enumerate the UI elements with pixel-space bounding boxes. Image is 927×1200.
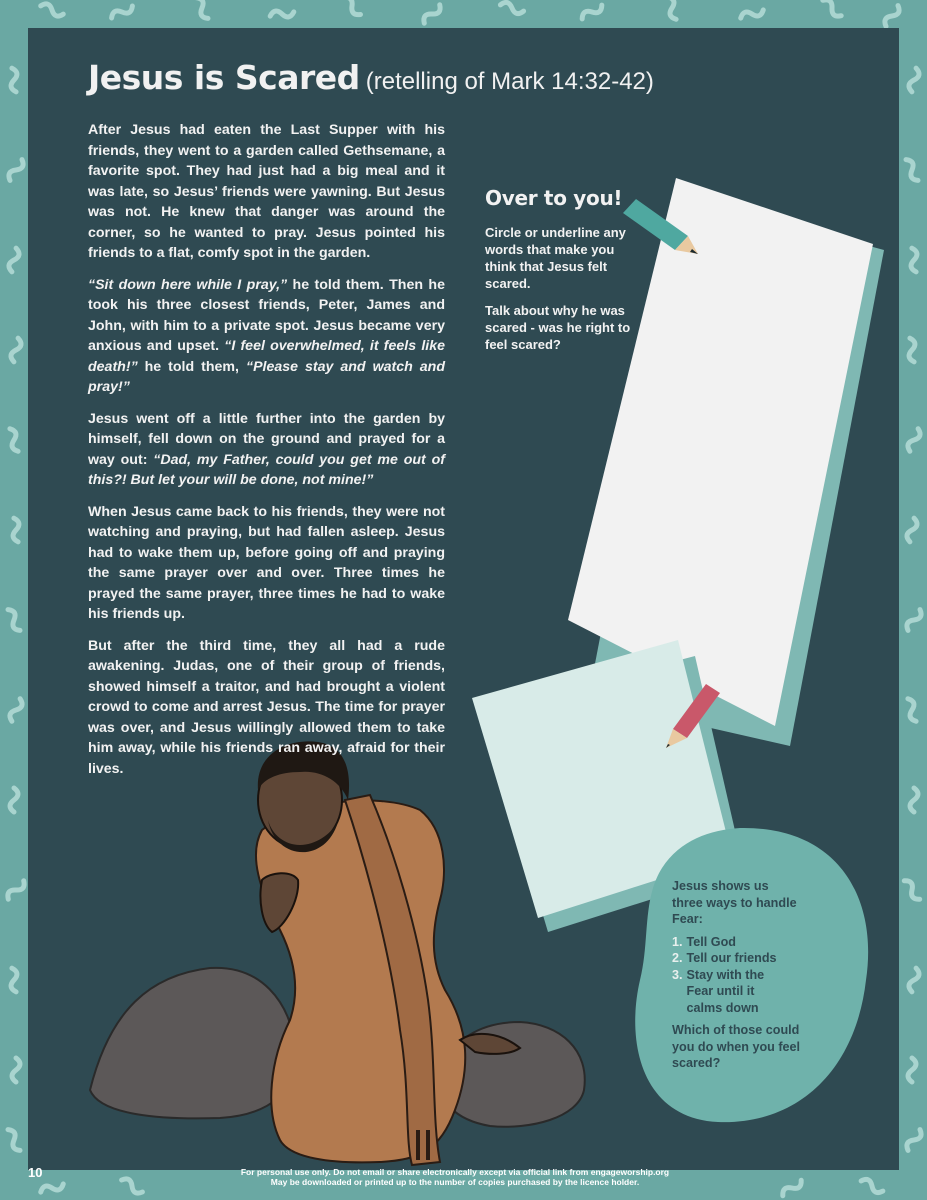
quote-stay-and-watch: “Please stay and watch and pray!” (88, 358, 445, 395)
story-paragraph-2-text-a: he told them. Then he took his three closest friends, Peter, James and John, with him to a private spot. Jesus became very anxious and upset. (88, 276, 445, 354)
story-paragraph-1: After Jesus had eaten the Last Supper with his friends, they went to a garden called Gethsemane, a favorite spot. They had just had a big meal and it was late, so Jesus’ friends were yawning. But Jesus was not. He knew that danger was around the corner, so he wanted to pray. Jesus pointed his friends to a flat, comfy spot in the garden. (88, 122, 445, 261)
footer-notice (150, 1167, 760, 1187)
story-paragraph-4: When Jesus came back to his friends, they were not watching and praying, but had fallen asleep. Jesus had to wake them up, before going off and praying the same prayer over and over. Three times he prayed the same prayer, three times he had to wake his friends up. (88, 503, 445, 622)
story-paragraph-3-text: Jesus went off a little further into the garden by himself, fell down on the ground and prayed for a way out: (88, 410, 445, 468)
list-number: 1. (672, 934, 683, 949)
over-to-you-instruction-1: Circle or underline any words that make you think that Jesus felt scared. (485, 225, 626, 291)
page-title (88, 58, 654, 97)
fear-list-item (672, 950, 802, 967)
list-number: 2. (672, 951, 683, 965)
story-paragraph-2 (88, 275, 445, 398)
fear-intro: Jesus shows us three ways to handle Fear: (672, 879, 797, 926)
fear-question: Which of those could you do when you feel scared? (672, 1023, 801, 1070)
fear-list-item (672, 967, 802, 1017)
story-paragraph-3 (88, 409, 445, 491)
title-subtitle: (retelling of Mark 14:32-42) (365, 68, 654, 95)
fear-tips (672, 878, 802, 1078)
story-text (88, 120, 445, 790)
fear-list (672, 934, 802, 1017)
footer-line-2: May be downloaded or printed up to the number of copies purchased by the licence holder. (270, 1177, 640, 1187)
over-to-you-heading: Over to you! (485, 186, 623, 210)
quote-overwhelmed: “I feel overwhelmed, it feels like death!” (88, 338, 445, 375)
story-paragraph-5: But after the third time, they all had a rude awakening. Judas, one of their group of friends, showed himself a traitor, and had brought a violent crowd to come and arrest Jesus. The time for prayer was over, and Jesus willingly allowed them to take him away, while his friends ran away, afraid for their lives. (88, 637, 445, 777)
over-to-you-instruction-2: Talk about why he was scared - was he right to feel scared? (485, 303, 631, 352)
story-paragraph-2-text-b: he told them, (137, 358, 246, 375)
title-main: Jesus is Scared (88, 58, 360, 97)
footer-line-1: For personal use only. Do not email or share electronically except via official link from engageworship.org (240, 1167, 670, 1177)
rock-left (90, 968, 296, 1119)
quote-dad-my-father: “Dad, my Father, could you get me out of this?! But let your will be done, not mine!” (88, 451, 445, 488)
list-number: 3. (672, 967, 683, 982)
list-text: Tell God (686, 934, 736, 949)
list-text: Tell our friends (686, 951, 777, 965)
fear-list-item (672, 934, 802, 951)
quote-sit-down: “Sit down here while I pray,” (88, 276, 288, 293)
list-text: Stay with the Fear until it calms down (686, 967, 765, 1015)
over-to-you-box (485, 186, 645, 363)
page-number: 10 (28, 1165, 43, 1180)
